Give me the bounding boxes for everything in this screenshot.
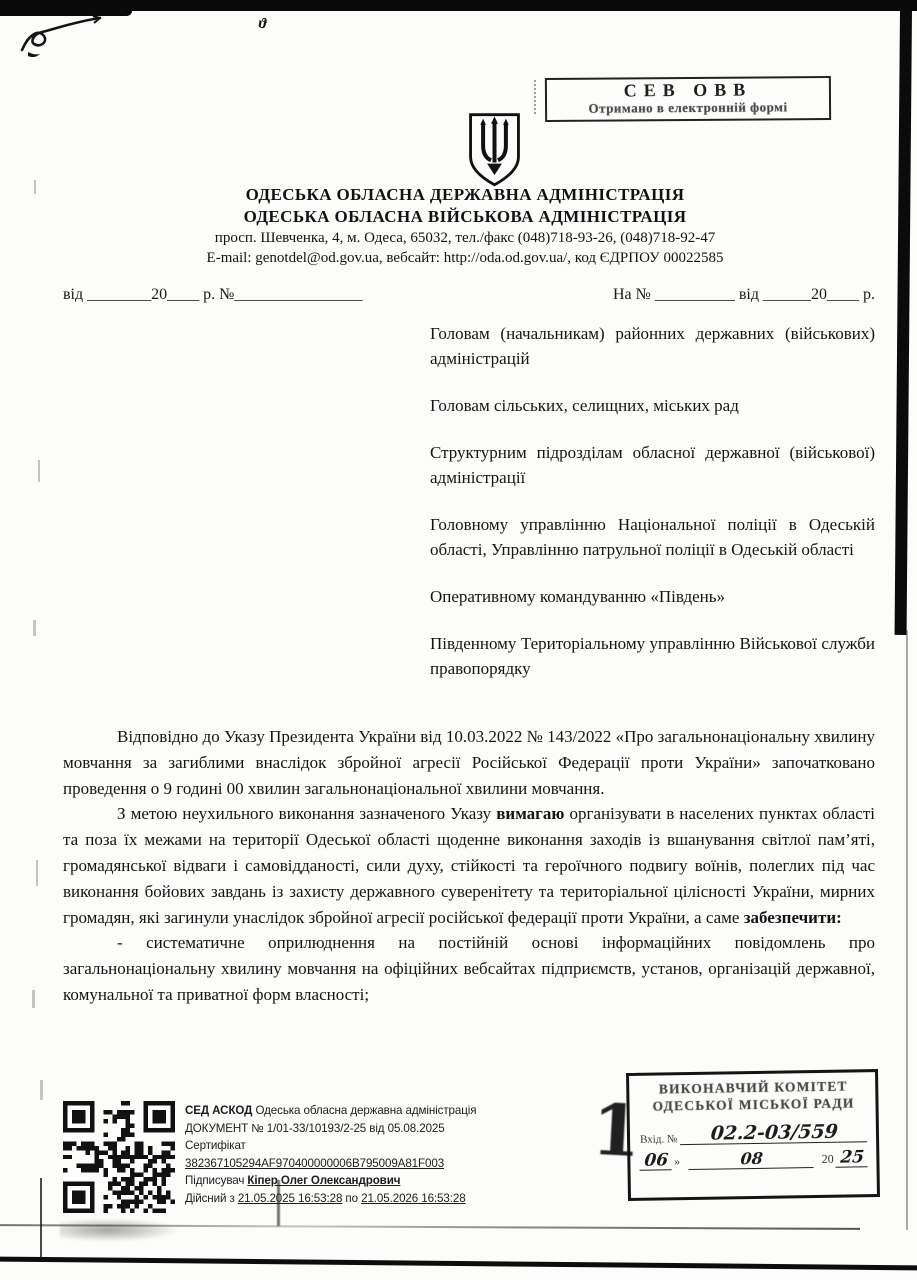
scan-bottom-edge [0, 1257, 917, 1271]
addressee-list [430, 321, 875, 703]
body-paragraph-2-ensure: забезпечити: [743, 907, 842, 927]
stamp-entry-row [640, 1121, 868, 1146]
received-stamp [545, 76, 831, 122]
incoming-ref-blank: На № __________ від ______20____ р. [612, 286, 875, 303]
org-address: просп. Шевченка, 4, м. Одеса, 65032, тел./факс (048)718-93-26, (048)718-92-47 [214, 230, 716, 246]
scan-right-edge [895, 10, 912, 635]
scan-right-faint-line [906, 630, 908, 1230]
received-stamp-title: СЕВ ОВВ [623, 79, 753, 101]
body-paragraph-2-text: організувати в населених пунктах області та поза їх межами на території Одеської області щоденне виконання заходів із вшанування світлої пам’яті, громадянської відваги і самовідданості, сили духу, стійкості та героїчного подвигу воїнів, полеглих під час виконання бойових завдань із захисту державного суверенітету та територіальної цілісності України, мирних громадян, які загинули унаслідок збройної агресії російської федерації проти України, а саме [63, 804, 875, 927]
pen-scribble-mark [14, 8, 124, 68]
esignature-document: ДОКУМЕНТ № 1/01-33/10193/2-25 від 05.08.2025 [185, 1121, 445, 1135]
body-paragraph-3: - систематичне оприлюднення на постійній основі інформаційних повідомлень про загальнонаціональну хвилину мовчання на офіційних вебсайтах підприємств, установ, організацій державної, комунальної та приватної форм власності; [63, 933, 875, 1004]
esignature-block [185, 1102, 485, 1208]
esignature-signer: Підписувач Кіпер Олег Олександрович [185, 1174, 401, 1188]
handwritten-day: 06 [640, 1151, 673, 1171]
valid-to-date: 21.05.2026 16:53:28 [361, 1191, 466, 1205]
pen-small-mark: ϑ [256, 15, 269, 33]
handwritten-year: 25 [836, 1148, 869, 1168]
valid-from-date: 21.05.2025 16:53:28 [237, 1191, 343, 1205]
esignature-validity: Дійсний з 21.05.2025 16:53:28 по 21.05.2026 16:53:28 [185, 1191, 466, 1205]
qr-code [63, 1100, 175, 1214]
scan-left-mark [40, 1178, 42, 1258]
esignature-certificate: Сертифікат 382367105294AF970400000006B795009A81F003 [185, 1139, 445, 1170]
incoming-registration-stamp [626, 1069, 880, 1201]
esignature-system [185, 1102, 485, 1120]
scan-speck [33, 620, 36, 636]
received-stamp-subtitle: Отримано в електронній формі [588, 99, 788, 116]
esignature-system-name: СЕД АСКОД [185, 1104, 253, 1117]
org-name-line2: ОДЕСЬКА ОБЛАСНА ВІЙСЬКОВА АДМІНІСТРАЦІЯ [243, 207, 687, 226]
stamp-org-line2: ОДЕСЬКОЇ МІСЬКОЇ РАДИ [652, 1095, 855, 1114]
scan-top-edge [0, 0, 917, 11]
addressee-item: Головам сільських, селищних, міських рад [430, 396, 739, 415]
outgoing-ref-blank: від ________20____ р. №________________ [63, 286, 363, 303]
body-paragraph-2 [63, 801, 875, 930]
scan-speck [38, 460, 40, 482]
scan-speck [32, 990, 35, 1008]
year-prefix: 20 [821, 1151, 834, 1166]
body-paragraph-2-text: З метою неухильного виконання зазначеного Указу [117, 804, 497, 824]
stamp-date-row [640, 1148, 868, 1171]
quote-mark: » [673, 1154, 681, 1169]
org-name-line1: ОДЕСЬКА ОБЛАСНА ДЕРЖАВНА АДМІНІСТРАЦІЯ [245, 185, 685, 204]
handwritten-entry-number: 02.2-03/559 [680, 1121, 869, 1145]
handwritten-month: 08 [688, 1149, 814, 1170]
signer-name: Кіпер Олег Олександрович [247, 1174, 401, 1188]
scan-speck [36, 860, 38, 886]
org-contacts: E-mail: genotdel@od.gov.ua, вебсайт: http://oda.od.gov.ua/, код ЄДРПОУ 00022585 [206, 250, 724, 266]
ukraine-tryzub-emblem-icon [466, 112, 523, 188]
addressee-item: Головному управлінню Національної поліції в Одеській області, Управлінню патрульної поліції в Одеській області [430, 515, 875, 559]
scan-smudge-blob [60, 1218, 180, 1242]
letter-body [63, 724, 875, 1008]
certificate-number: 382367105294AF970400000006B795009A81F003 [185, 1156, 445, 1170]
stamp-org-line1: ВИКОНАВЧИЙ КОМІТЕТ [658, 1078, 848, 1097]
entry-number-label: Вхід. № [639, 1133, 678, 1146]
body-paragraph-2-demand: вимагаю [496, 804, 565, 824]
body-paragraph-1: Відповідно до Указу Президента України від 10.03.2022 № 143/2022 «Про загальнонаціональну хвилину мовчання за загиблими внаслідок збройної агресії Російської Федерації проти України» започатковано проведення о 9 годині 00 хвилин загальнонаціональної хвилини мовчання. [63, 727, 876, 798]
stamp-edge-dashes [534, 80, 538, 114]
addressee-item: Структурним підрозділам обласної державної (військової) адміністрації [430, 443, 875, 487]
addressee-item: Головам (начальникам) районних державних (військових) адміністрацій [430, 324, 875, 368]
scan-speck [34, 180, 36, 194]
addressee-item: Оперативному командуванню «Південь» [430, 587, 726, 606]
scan-speck [40, 1080, 43, 1100]
addressee-item: Південному Територіальному управлінню Військової служби правопорядку [430, 634, 875, 678]
reference-line [63, 286, 875, 304]
page-number-stamp: 1 [589, 1087, 643, 1174]
esignature-system-org: Одеська обласна державна адміністрація [252, 1104, 477, 1117]
